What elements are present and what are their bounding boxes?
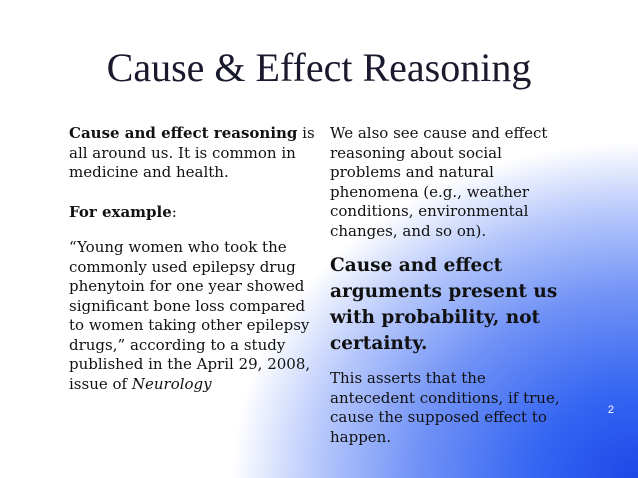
page-number: 2 [607,404,614,416]
quote-text: “Young women who took the commonly used epilepsy drug phenytoin for one year showed significant bone loss compared to women taking other epilepsy drugs,” according to a study published in the April 29, 2008, issue of [69,238,311,393]
example-heading [69,203,319,223]
antecedent-paragraph: This asserts that the antecedent conditions, if true, cause the supposed effect to happen. [330,369,560,446]
example-colon: : [171,202,177,221]
left-column [69,124,319,394]
intro-paragraph [69,124,319,183]
example-bold: For example [69,202,172,221]
probability-statement: Cause and effect arguments present us with probability, not certainty. [330,255,558,354]
intro-text: is all around us. It is common in medicine and health. [69,124,315,181]
social-paragraph: We also see cause and effect reasoning about social problems and natural phenomena (e.g., weather conditions, environmental changes, and so on). [330,124,548,240]
slide-title: Cause & Effect Reasoning [106,45,532,90]
example-quote [69,238,319,394]
right-column [330,124,570,447]
journal-name: Neurology [131,374,212,393]
intro-bold: Cause and effect reasoning [69,124,298,142]
